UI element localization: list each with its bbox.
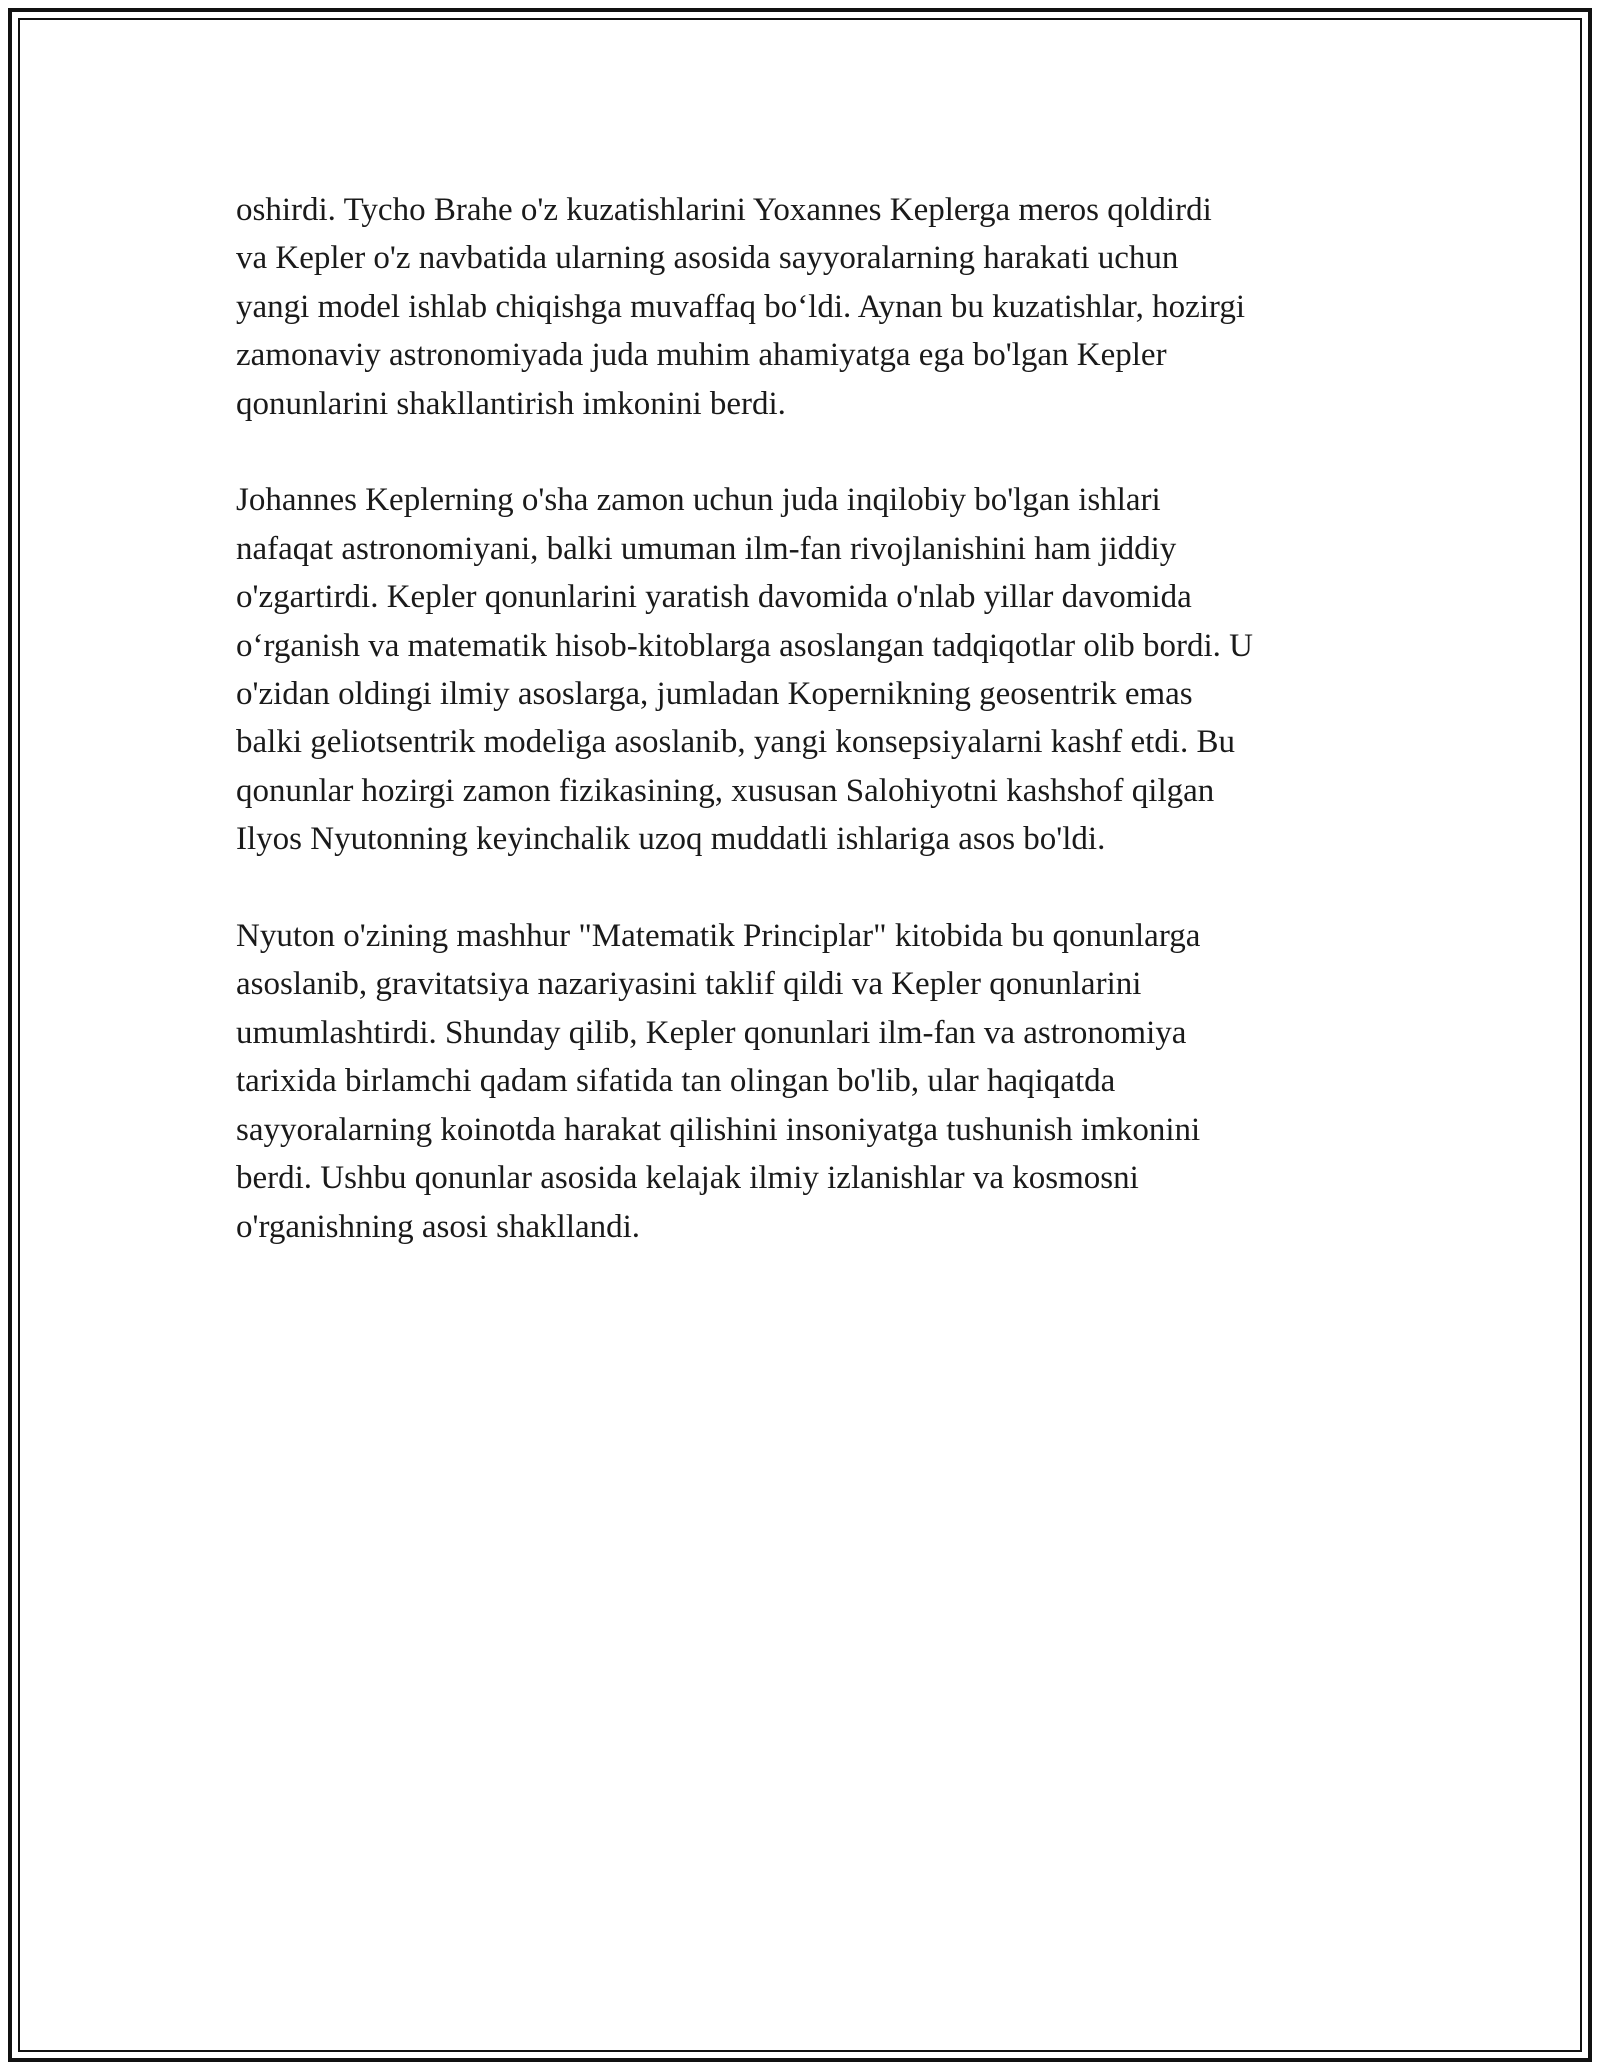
text-line: qonunlar hozirgi zamon fizikasining, xususan Salohiyotni kashshof qilgan <box>236 772 1215 809</box>
text-line: tarixida birlamchi qadam sifatida tan olingan bo'lib, ular haqiqatda <box>236 1063 1116 1100</box>
text-line: Nyuton o'zining mashhur "Matematik Principlar" kitobida bu qonunlarga <box>236 918 1201 955</box>
paragraph-1 <box>236 186 1366 428</box>
text-line: asoslanib, gravitatsiya nazariyasini taklif qildi va Kepler qonunlarini <box>236 966 1142 1003</box>
text-line: o‘rganish va matematik hisob-kitoblarga asoslangan tadqiqotlar olib bordi. U <box>236 627 1253 664</box>
text-line: qonunlarini shakllantirish imkonini berdi. <box>236 385 786 422</box>
text-line: oshirdi. Tycho Brahe o'z kuzatishlarini Yoxannes Keplerga meros qoldirdi <box>236 192 1212 228</box>
text-line: va Kepler o'z navbatida ularning asosida sayyoralarning harakati uchun <box>236 240 1179 277</box>
text-line: Johannes Keplerning o'sha zamon uchun juda inqilobiy bo'lgan ishlari <box>236 482 1161 519</box>
text-line: balki geliotsentrik modeliga asoslanib, yangi konsepsiyalarni kashf etdi. Bu <box>236 724 1235 761</box>
text-line: umumlashtirdi. Shunday qilib, Kepler qonunlari ilm-fan va astronomiya <box>236 1014 1187 1051</box>
paragraph-2 <box>236 476 1366 863</box>
paragraph-3 <box>236 912 1366 1251</box>
text-line: Ilyos Nyutonning keyinchalik uzoq muddatli ishlariga asos bo'ldi. <box>236 821 1106 858</box>
text-line: zamonaviy astronomiyada juda muhim ahamiyatga ega bo'lgan Kepler <box>236 337 1167 374</box>
text-line: o'zgartirdi. Kepler qonunlarini yaratish davomida o'nlab yillar davomida <box>236 579 1192 616</box>
text-line: o'rganishning asosi shakllandi. <box>236 1208 641 1245</box>
document-body <box>236 186 1366 1299</box>
text-line: sayyoralarning koinotda harakat qilishini insoniyatga tushunish imkonini <box>236 1111 1201 1148</box>
text-line: yangi model ishlab chiqishga muvaffaq bo‘ldi. Aynan bu kuzatishlar, hozirgi <box>236 288 1245 325</box>
text-line: nafaqat astronomiyani, balki umuman ilm-fan rivojlanishini ham jiddiy <box>236 530 1177 567</box>
text-line: o'zidan oldingi ilmiy asoslarga, jumladan Kopernikning geosentrik emas <box>236 676 1193 713</box>
text-line: berdi. Ushbu qonunlar asosida kelajak ilmiy izlanishlar va kosmosni <box>236 1160 1139 1197</box>
